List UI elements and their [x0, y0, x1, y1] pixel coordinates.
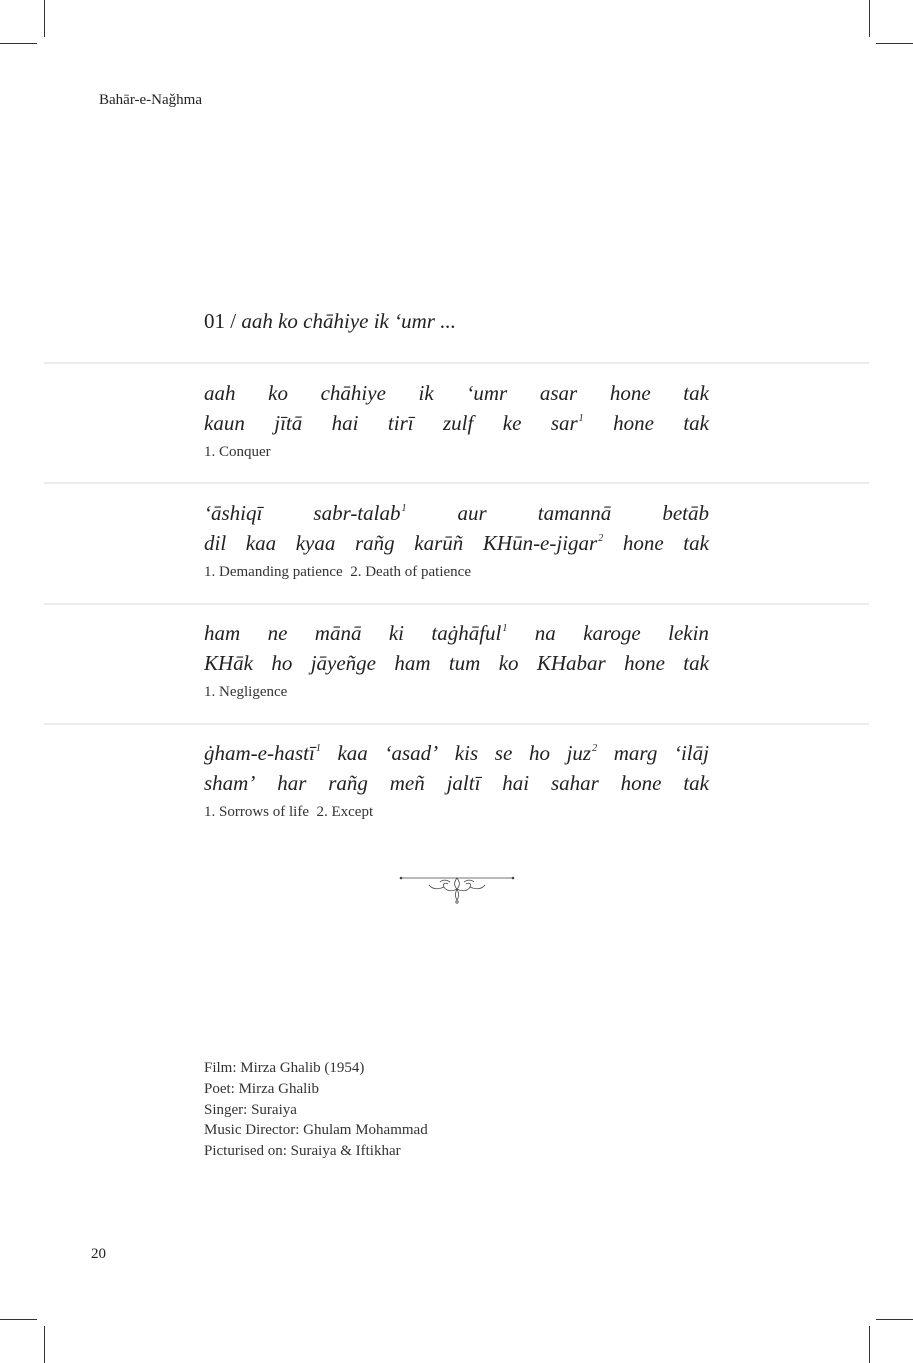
divider	[44, 603, 869, 605]
verse-word: rañg	[328, 771, 368, 795]
verse-word: kis	[454, 741, 479, 765]
verse-word: hone	[622, 531, 664, 555]
floral-divider-icon	[398, 868, 516, 908]
verse-word: jaltī	[446, 771, 481, 795]
verse-word: ko	[498, 651, 519, 675]
verse-word: ġham-e-hastī$^1$	[204, 741, 321, 765]
verse-word: marg	[613, 741, 658, 765]
verse-word: KHūn-e-jigar$^2$	[482, 531, 604, 555]
song-title-text: aah ko chāhiye ik ‘umr ...	[241, 309, 456, 333]
verse-line	[204, 738, 709, 768]
verse-word: ki	[388, 621, 404, 645]
verse-word: tak	[683, 531, 709, 555]
verse-word: mānā	[314, 621, 362, 645]
page-number: 20	[91, 1246, 106, 1262]
verse-word: meñ	[389, 771, 425, 795]
verse-word: tak	[683, 771, 709, 795]
verse-word: karoge	[583, 621, 641, 645]
footnote-marker: 1	[315, 743, 321, 754]
credit-picturised-on: Picturised on: Suraiya & Iftikhar	[204, 1143, 401, 1160]
crop-mark	[869, 1326, 870, 1363]
verse-word: tum	[448, 651, 481, 675]
verse-word: lekin	[668, 621, 709, 645]
verse-line	[204, 648, 709, 678]
running-head: Bahār-e-Naǧhma	[99, 92, 202, 108]
verse-word: hone	[624, 651, 665, 675]
verse-word: rañg	[354, 531, 395, 555]
verse-word: har	[277, 771, 307, 795]
stanza-4	[204, 738, 709, 821]
crop-mark	[869, 0, 870, 37]
verse-word: hai	[331, 411, 359, 435]
divider	[44, 482, 869, 484]
divider	[44, 723, 869, 725]
verse-word: hone	[609, 381, 651, 405]
verse-word: hai	[502, 771, 530, 795]
verse-word: ‘ilāj	[673, 741, 709, 765]
verse-line	[204, 498, 709, 528]
crop-mark	[44, 0, 45, 37]
verse-word: kaun	[204, 411, 245, 435]
footnote-marker: 1	[401, 503, 407, 514]
verse-word: jītā	[274, 411, 303, 435]
divider	[44, 362, 869, 364]
verse-word: ho	[271, 651, 293, 675]
verse-word: ne	[267, 621, 288, 645]
verse-word: karūñ	[414, 531, 464, 555]
verse-word: asar	[539, 381, 578, 405]
footnote-marker: 1	[578, 413, 584, 424]
verse-word: aur	[457, 501, 487, 525]
crop-mark	[0, 43, 37, 44]
verse-word: KHāk	[204, 651, 253, 675]
stanza-gloss: 1. Sorrows of life 2. Except	[204, 804, 374, 820]
stanza-1	[204, 378, 709, 461]
verse-word: kaa	[245, 531, 277, 555]
stanza-gloss: 1. Negligence	[204, 684, 288, 700]
credit-singer: Singer: Suraiya	[204, 1101, 297, 1118]
verse-word: tak	[683, 651, 709, 675]
verse-word: tirī	[387, 411, 414, 435]
crop-mark	[44, 1326, 45, 1363]
verse-word: ‘āshiqī	[204, 501, 263, 525]
song-title	[204, 309, 456, 334]
verse-line	[204, 528, 709, 558]
credit-poet: Poet: Mirza Ghalib	[204, 1080, 319, 1097]
crop-mark	[0, 1319, 37, 1320]
credit-film: Film: Mirza Ghalib (1954)	[204, 1060, 365, 1076]
footnote-marker: 2	[598, 533, 604, 544]
verse-word: hone	[613, 411, 654, 435]
verse-word: chāhiye	[320, 381, 386, 405]
song-credits	[204, 1058, 428, 1162]
credit-music-director: Music Director: Ghulam Mohammad	[204, 1122, 428, 1139]
verse-word: kaa	[337, 741, 368, 765]
verse-word: betāb	[662, 501, 709, 525]
verse-word: sham’	[204, 771, 256, 795]
verse-word: sar$^1$	[550, 411, 584, 435]
footnote-marker: 2	[592, 743, 598, 754]
verse-word: KHabar	[536, 651, 606, 675]
verse-word: tak	[683, 381, 709, 405]
stanza-3	[204, 618, 709, 701]
verse-word: aah	[204, 381, 236, 405]
stanza-gloss: 1. Demanding patience 2. Death of patience	[204, 564, 471, 580]
crop-mark	[876, 1319, 913, 1320]
verse-word: ham	[204, 621, 241, 645]
footnote-marker: 1	[502, 623, 508, 634]
verse-word: jāyeñge	[310, 651, 376, 675]
verse-word: kyaa	[295, 531, 336, 555]
stanza-2	[204, 498, 709, 581]
verse-word: se	[494, 741, 513, 765]
verse-line	[204, 378, 709, 408]
verse-line	[204, 408, 709, 438]
verse-word: dil	[204, 531, 227, 555]
verse-word: ko	[268, 381, 288, 405]
verse-word: ho	[528, 741, 550, 765]
crop-mark	[876, 43, 913, 44]
verse-word: tak	[683, 411, 709, 435]
verse-word: sabr-talab$^1$	[313, 501, 407, 525]
verse-word: hone	[620, 771, 662, 795]
verse-word: zulf	[443, 411, 474, 435]
verse-word: ham	[394, 651, 431, 675]
verse-word: na	[534, 621, 556, 645]
stanza-gloss: 1. Conquer	[204, 444, 271, 460]
verse-word: ik	[418, 381, 434, 405]
verse-word: ke	[502, 411, 522, 435]
verse-line	[204, 618, 709, 648]
verse-word: tamannā	[537, 501, 612, 525]
verse-word: sahar	[550, 771, 599, 795]
song-number: 01 /	[204, 309, 237, 333]
verse-word: juz$^2$	[566, 741, 598, 765]
verse-word: taġhāful$^1$	[431, 621, 508, 645]
verse-word: ‘umr	[466, 381, 508, 405]
verse-word: ‘asad’	[384, 741, 439, 765]
verse-line	[204, 768, 709, 798]
